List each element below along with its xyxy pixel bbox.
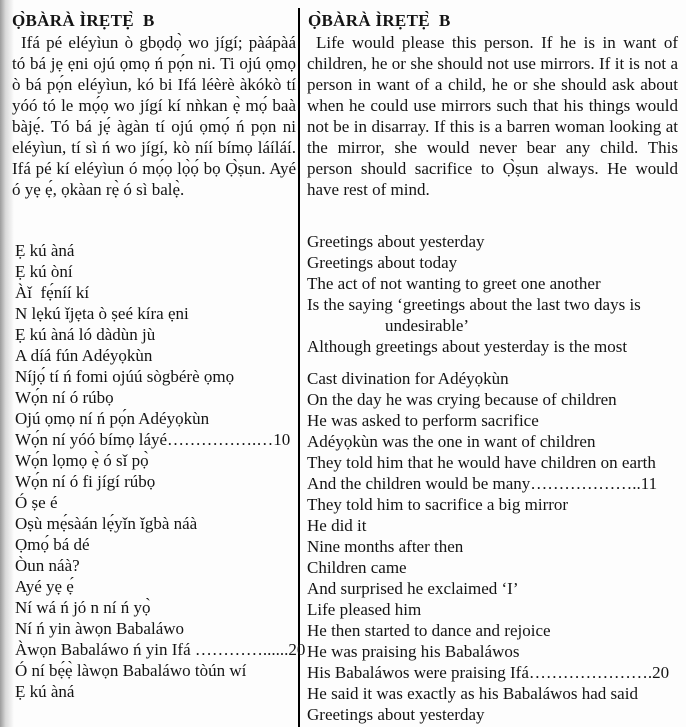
english-verse-line: The act of not wanting to greet one another (307, 274, 601, 293)
yoruba-verse (15, 240, 305, 702)
english-paragraph-line: not be in disarray. If this is a barren woman looking at (307, 117, 678, 136)
yoruba-paragraph-line: eléyìun, tí sì ń wo jígí, kò níí bímọ láíláí. (12, 138, 296, 157)
english-verse-line: Although greetings about yesterday is the most (307, 337, 628, 356)
yoruba-verse-line: Òun náà? (15, 556, 80, 575)
yoruba-verse-line: Ẹ kú àná (15, 241, 75, 260)
english-verse-line: Greetings about yesterday (307, 232, 485, 251)
yoruba-verse-line: Ẹ kú àná ló dàdùn jù (15, 325, 156, 344)
yoruba-verse-line: Ojú ọmọ ní ń pọ́n Adéyọkùn (15, 409, 210, 428)
yoruba-verse-line: Ní wá ń jó n ní ń yọ̀ (15, 598, 151, 617)
english-verse-line: He did it (307, 516, 367, 535)
english-verse-line (307, 357, 669, 368)
english-verse-line: Greetings about today (307, 253, 458, 272)
english-verse-line: undesirable’ (385, 316, 470, 335)
yoruba-verse-line: Àǐ fẹ́níí kí (15, 283, 90, 302)
yoruba-verse-line: Níjọ́ tí ń fomi ojúú sògbérè ọmọ (15, 367, 235, 386)
english-verse (307, 231, 669, 725)
yoruba-verse-line: Ó ṣe é (15, 493, 58, 512)
yoruba-verse-line: Ní ń yin àwọn Babaláwo (15, 619, 185, 638)
yoruba-verse-line: Wọ́n lọmọ ẹ̀ ó sǐ pọ̀ (15, 451, 149, 470)
yoruba-verse-line: Wọ́n ní ó fi jígí rúbọ (15, 472, 156, 491)
english-verse-line: And the children would be many………………..11 (307, 474, 658, 493)
english-paragraph-line: person should sacrifice to Ọ̀ṣun always. He would (307, 159, 678, 178)
english-verse-line: And surprised he exclaimed ‘I’ (307, 579, 519, 598)
yoruba-verse-line: Ẹ kú àná (15, 682, 75, 701)
english-paragraph-line: have rest of mind. (307, 180, 430, 199)
yoruba-verse-line: Àwọn Babaláwo ń yin Ifá …………......20 (15, 640, 306, 659)
english-verse-line: He was asked to perform sacrifice (307, 411, 539, 430)
english-verse-line: His Babaláwos were praising Ifá………………….20 (307, 663, 670, 682)
english-verse-line: Children came (307, 558, 407, 577)
yoruba-paragraph-line: tó bá jẹ ẹni ojú ọmọ ń pọ́n ni. Ti ojú ọmọ (12, 54, 296, 73)
yoruba-paragraph (12, 32, 296, 200)
english-verse-line: Nine months after then (307, 537, 464, 556)
english-paragraph-line: person in want of a child, he or she should ask about (307, 75, 678, 94)
english-paragraph-line: children, he or she should not use mirrors. If it is not a (307, 54, 678, 73)
english-paragraph-line: when he could use mirrors such that his things would (307, 96, 678, 115)
yoruba-paragraph-line: ó yẹ ẹ́, ọkàan rẹ̀ ó sì balẹ̀. (12, 180, 185, 199)
yoruba-verse-line: Ẹ kú òní (15, 262, 73, 281)
english-verse-line: He was praising his Babaláwos (307, 642, 520, 661)
english-verse-line: Cast divination for Adéyọkùn (307, 369, 509, 388)
english-paragraph-line: Life would please this person. If he is in want of (316, 33, 678, 52)
english-verse-line: Is the saying ‘greetings about the last two days is (307, 295, 641, 314)
english-verse-line: He then started to dance and rejoice (307, 621, 551, 640)
yoruba-verse-line: Wọ́n ní ó rúbọ (15, 388, 114, 407)
yoruba-verse-line: Wọ́n ní yóó bímọ láyé…………….…10 (15, 430, 291, 449)
yoruba-paragraph-line: bàjẹ́. Tó bá jẹ́ àgàn tí ojú ọmọ́ ń pọn ni (12, 117, 296, 136)
right-section-heading: Ọ̀BÀRÀ ÌRẸTẸ̀ B (308, 11, 451, 30)
yoruba-verse-line: N lẹkú ǐjẹta ò ṣeé kíra ẹni (15, 304, 189, 323)
yoruba-paragraph-line: ò bá pọ́n eléyìun, kó bi Ifá léèrè àkókò tí (12, 75, 296, 94)
left-section-heading: Ọ̀BÀRÀ ÌRẸTẸ̀ B (12, 11, 155, 30)
yoruba-paragraph-line: Ifá pé eléyìun ò gbọdọ̀ wo jígí; pàápàá (21, 33, 296, 52)
yoruba-verse-line: Ó ní bẹ́ẹ̀ làwọn Babaláwo tòún wí (15, 661, 247, 680)
english-verse-line: Life pleased him (307, 600, 422, 619)
english-verse-line: They told him that he would have children on earth (307, 453, 656, 472)
yoruba-paragraph-line: Ifá pé kí eléyìun ó mọ́ọ lọ̀ọ́ bọ Ọ̀ṣun. Ayé (12, 159, 296, 178)
yoruba-verse-line: Ayé yẹ ẹ́ (15, 577, 74, 596)
yoruba-verse-line: Oṣù mẹ́sàán lẹ́yǐn ǐgbà náà (15, 514, 198, 533)
english-verse-line: They told him to sacrifice a big mirror (307, 495, 569, 514)
english-verse-line: Greetings about yesterday (307, 705, 485, 724)
yoruba-verse-line: Ọmọ́ bá dé (15, 535, 90, 554)
english-paragraph-line: the mirror, she would never bear any child. This (307, 138, 678, 157)
english-paragraph (307, 32, 678, 200)
english-verse-line: On the day he was crying because of children (307, 390, 617, 409)
english-verse-line: Adéyọkùn was the one in want of children (307, 432, 596, 451)
yoruba-verse-line: A díá fún Adéyọkùn (15, 346, 153, 365)
english-verse-line: He said it was exactly as his Babaláwos had said (307, 684, 638, 703)
yoruba-paragraph-line: yóó tó le mọ́ọ wo jígí kí nǹkan ẹ̀ mọ́ baà (12, 96, 296, 115)
